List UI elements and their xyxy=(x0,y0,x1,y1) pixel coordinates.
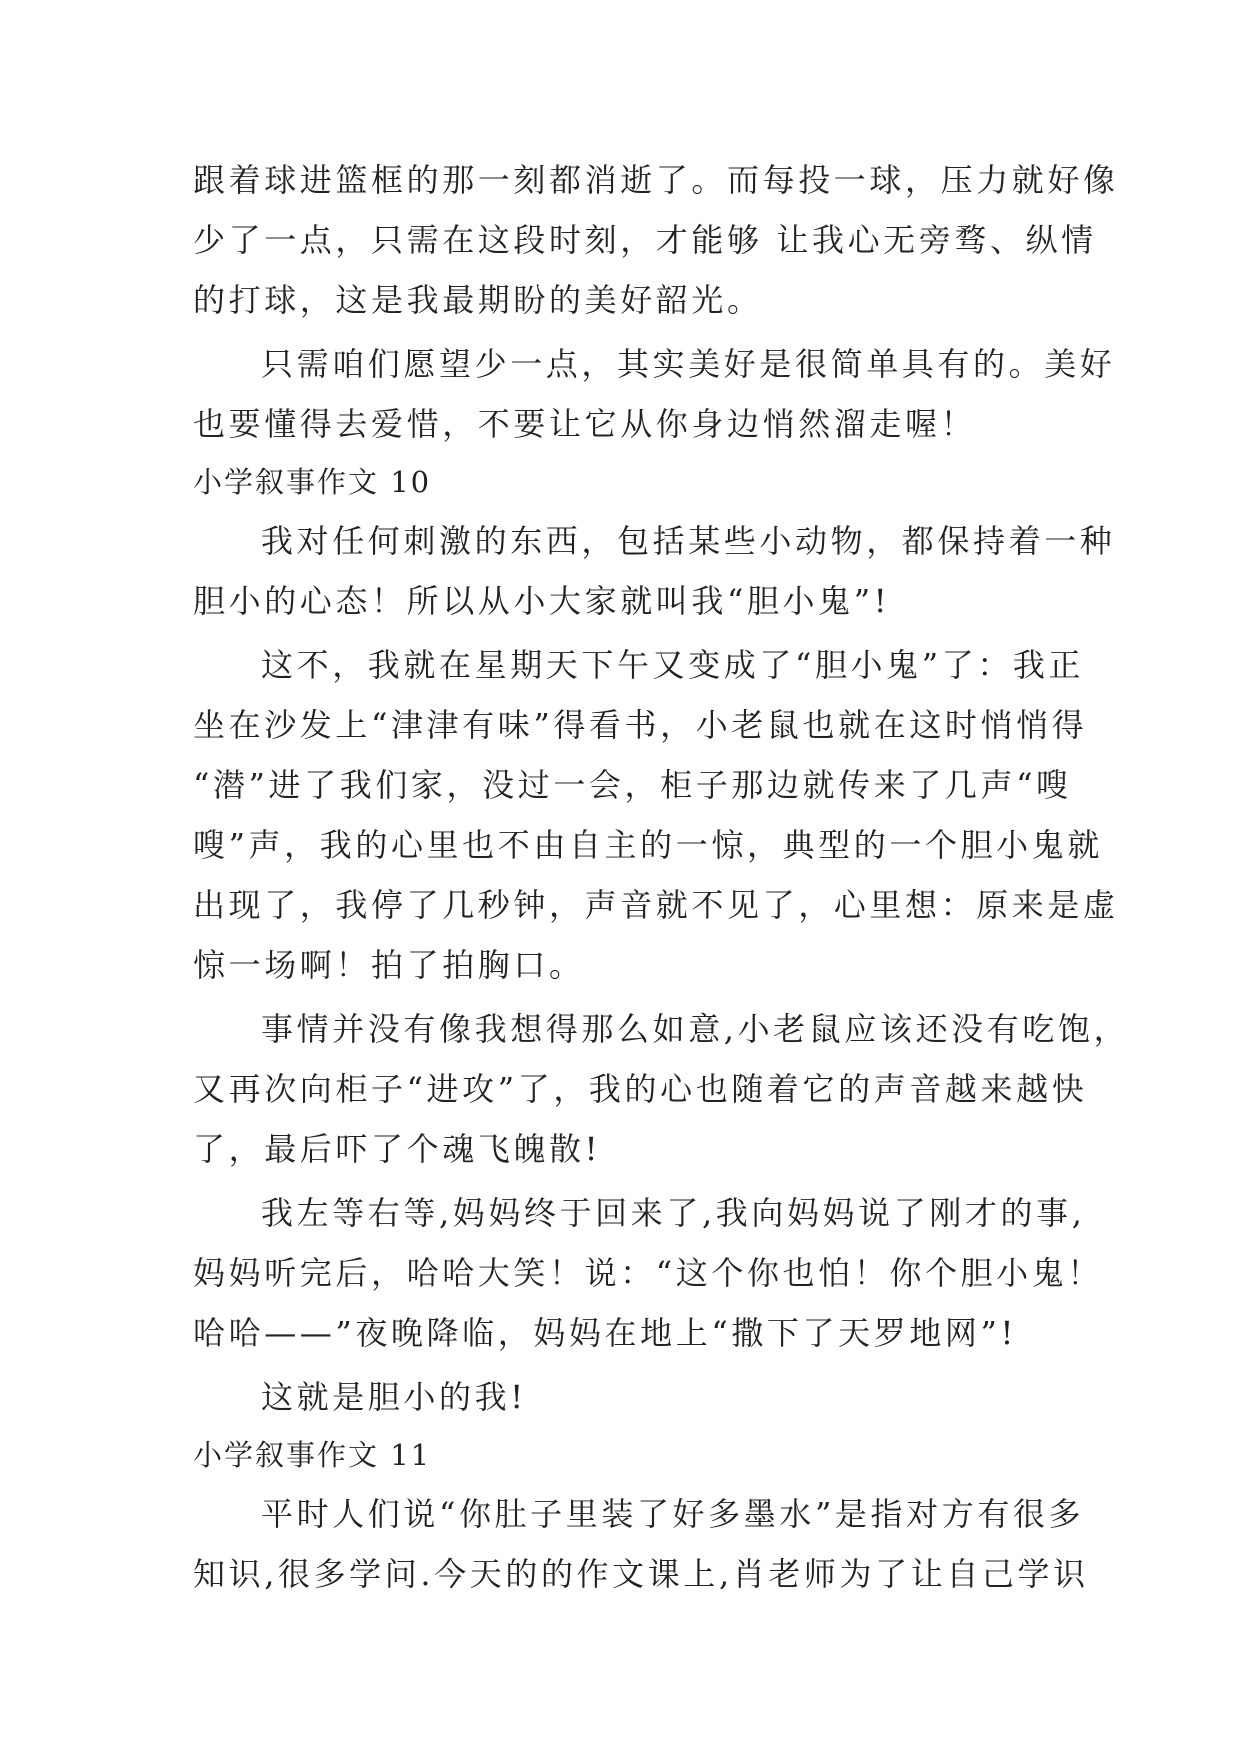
paragraph-line: 事情并没有像我想得那么如意,小老鼠应该还没有吃饱， xyxy=(261,1010,1130,1048)
section-heading: 小学叙事作文 11 xyxy=(193,1438,432,1472)
paragraph-line: 了，最后吓了个魂飞魄散! xyxy=(193,1130,602,1168)
paragraph-line: 哈哈——”夜晚降临，妈妈在地上“撒下了天罗地网”! xyxy=(193,1314,1017,1352)
section-heading: 小学叙事作文 10 xyxy=(193,465,432,499)
paragraph-line: 胆小的心态！所以从小大家就叫我“胆小鬼”! xyxy=(193,582,891,620)
paragraph-line: 嗖”声，我的心里也不由自主的一惊，典型的一个胆小鬼就 xyxy=(193,826,1103,864)
paragraph-line: 坐在沙发上“津津有味”得看书，小老鼠也就在这时悄悄得 xyxy=(193,706,1088,744)
paragraph-line: 又再次向柜子“进攻”了，我的心也随着它的声音越来越快 xyxy=(193,1070,1088,1108)
paragraph-line: 这不，我就在星期天下午又变成了“胆小鬼”了：我正 xyxy=(261,646,1085,684)
paragraph-line: 我对任何刺激的东西，包括某些小动物，都保持着一种 xyxy=(261,522,1116,560)
paragraph-line: 惊一场啊！拍了拍胸口。 xyxy=(193,946,585,984)
paragraph-line: 平时人们说“你肚子里装了好多墨水”是指对方有很多 xyxy=(261,1495,1085,1533)
paragraph-line: 跟着球进篮框的那一刻都消逝了。而每投一球，压力就好像 xyxy=(193,161,1119,199)
paragraph-line: 少了一点，只需在这段时刻，才能够 让我心无旁骛、纵情 xyxy=(193,221,1097,259)
paragraph-line: 的打球，这是我最期盼的美好韶光。 xyxy=(193,281,763,319)
paragraph-line: 妈妈听完后，哈哈大笑！说：“这个你也怕！你个胆小鬼！ xyxy=(193,1254,1103,1292)
paragraph-line: 我左等右等,妈妈终于回来了,我向妈妈说了刚才的事, xyxy=(261,1194,1086,1232)
document-page xyxy=(193,150,1130,1604)
paragraph-line: 出现了，我停了几秒钟，声音就不见了，心里想：原来是虚 xyxy=(193,886,1119,924)
paragraph-line: 知识,很多学问.今天的的作文课上,肖老师为了让自己学识 xyxy=(193,1555,1089,1593)
paragraph-line: 这就是胆小的我! xyxy=(261,1378,527,1416)
paragraph-line: 只需咱们愿望少一点，其实美好是很简单具有的。美好 xyxy=(261,345,1116,383)
paragraph-line: 也要懂得去爱惜，不要让它从你身边悄然溜走喔！ xyxy=(193,405,977,443)
paragraph-line: “潜”进了我们家，没过一会，柜子那边就传来了几声“嗖 xyxy=(193,766,1072,804)
